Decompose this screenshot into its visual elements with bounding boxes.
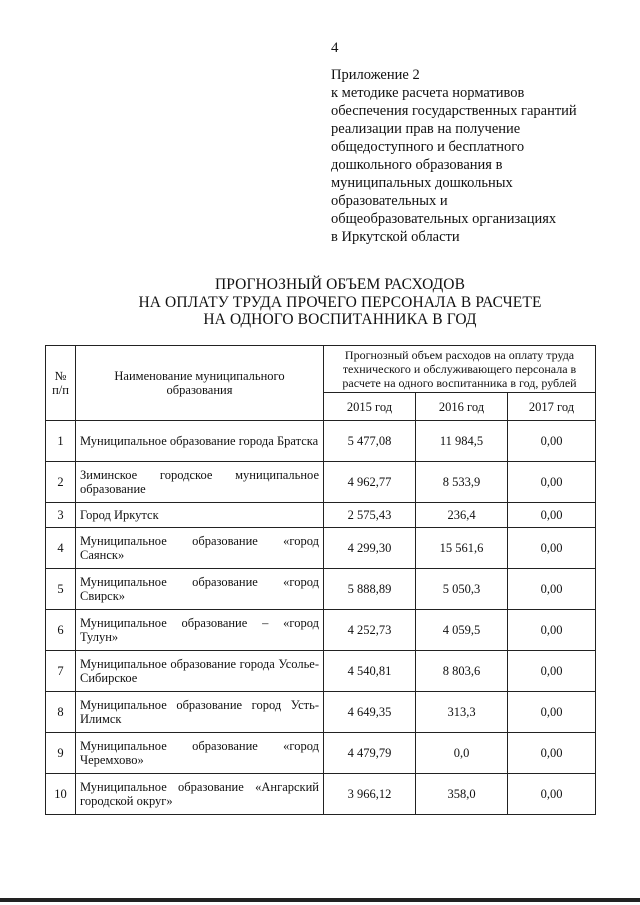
municipality-name: Муниципальное образование «Ангарский городской округ»	[76, 774, 324, 815]
header-year-2015: 2015 год	[324, 393, 416, 421]
value-2015: 2 575,43	[324, 503, 416, 528]
table-row	[46, 733, 596, 774]
value-2015: 4 479,79	[324, 733, 416, 774]
appendix-line: общеобразовательных организациях	[331, 211, 557, 227]
municipality-name: Муниципальное образование «город Саянск»	[76, 528, 324, 569]
value-2016: 236,4	[416, 503, 508, 528]
value-2017: 0,00	[508, 528, 596, 569]
value-2015: 5 477,08	[324, 421, 416, 462]
table-row	[46, 503, 596, 528]
title-line: ПРОГНОЗНЫЙ ОБЪЕМ РАСХОДОВ	[214, 276, 466, 293]
table-row	[46, 569, 596, 610]
appendix-line: обеспечения государственных гарантий	[331, 103, 577, 119]
value-2016: 5 050,3	[416, 569, 508, 610]
row-number: 1	[46, 421, 76, 462]
value-2017: 0,00	[508, 733, 596, 774]
row-number: 9	[46, 733, 76, 774]
row-number: 8	[46, 692, 76, 733]
appendix-line: дошкольного образования в	[331, 157, 503, 173]
row-number: 5	[46, 569, 76, 610]
value-2016: 4 059,5	[416, 610, 508, 651]
row-number: 10	[46, 774, 76, 815]
table-row	[46, 610, 596, 651]
row-number: 4	[46, 528, 76, 569]
value-2016: 0,0	[416, 733, 508, 774]
value-2017: 0,00	[508, 651, 596, 692]
value-2015: 4 962,77	[324, 462, 416, 503]
municipality-name: Зиминское городское муниципальное образование	[76, 462, 324, 503]
appendix-line: муниципальных дошкольных	[331, 175, 513, 191]
title-line: НА ОПЛАТУ ТРУДА ПРОЧЕГО ПЕРСОНАЛА В РАСЧЕТЕ	[138, 293, 542, 311]
header-year-2016: 2016 год	[416, 393, 508, 421]
table-row	[46, 528, 596, 569]
value-2016: 8 803,6	[416, 651, 508, 692]
value-2016: 8 533,9	[416, 462, 508, 503]
value-2016: 11 984,5	[416, 421, 508, 462]
municipality-name: Муниципальное образование – «город Тулун»	[76, 610, 324, 651]
row-number: 2	[46, 462, 76, 503]
appendix-block	[331, 66, 621, 246]
value-2015: 4 649,35	[324, 692, 416, 733]
value-2015: 4 252,73	[324, 610, 416, 651]
municipality-name: Муниципальное образование города Усолье-Сибирское	[76, 651, 324, 692]
table-row	[46, 651, 596, 692]
municipality-name: Город Иркутск	[76, 503, 324, 528]
value-2015: 4 299,30	[324, 528, 416, 569]
appendix-line: к методике расчета нормативов	[331, 85, 525, 101]
table-row	[46, 462, 596, 503]
value-2015: 5 888,89	[324, 569, 416, 610]
municipality-name: Муниципальное образование города Братска	[76, 421, 324, 462]
page-number: 4	[331, 40, 339, 56]
value-2016: 358,0	[416, 774, 508, 815]
value-2017: 0,00	[508, 692, 596, 733]
table-row	[46, 692, 596, 733]
value-2017: 0,00	[508, 569, 596, 610]
appendix-line: в Иркутской области	[331, 229, 460, 245]
expenses-table	[45, 345, 596, 815]
value-2017: 0,00	[508, 610, 596, 651]
header-forecast-group: Прогнозный объем расходов на оплату труда технического и обслуживающего персонала в расчете на одного воспитанника в год, рублей	[324, 346, 596, 393]
page-bottom-border	[0, 898, 640, 902]
appendix-line: реализации прав на получение	[331, 121, 521, 137]
value-2016: 313,3	[416, 692, 508, 733]
appendix-line: Приложение 2	[331, 67, 420, 83]
header-num: № п/п	[46, 346, 76, 421]
appendix-line: общедоступного и бесплатного	[331, 139, 525, 155]
row-number: 6	[46, 610, 76, 651]
municipality-name: Муниципальное образование город Усть-Илимск	[76, 692, 324, 733]
value-2017: 0,00	[508, 774, 596, 815]
row-number: 7	[46, 651, 76, 692]
title-line: НА ОДНОГО ВОСПИТАННИКА В ГОД	[203, 311, 477, 328]
header-year-2017: 2017 год	[508, 393, 596, 421]
document-title	[40, 276, 640, 329]
header-name: Наименование муниципального образования	[76, 346, 324, 421]
table-row	[46, 421, 596, 462]
value-2017: 0,00	[508, 503, 596, 528]
appendix-line: образовательных и	[331, 193, 448, 209]
municipality-name: Муниципальное образование «город Черемхово»	[76, 733, 324, 774]
value-2017: 0,00	[508, 462, 596, 503]
row-number: 3	[46, 503, 76, 528]
table-row	[46, 774, 596, 815]
municipality-name: Муниципальное образование «город Свирск»	[76, 569, 324, 610]
value-2017: 0,00	[508, 421, 596, 462]
value-2015: 4 540,81	[324, 651, 416, 692]
value-2015: 3 966,12	[324, 774, 416, 815]
value-2016: 15 561,6	[416, 528, 508, 569]
